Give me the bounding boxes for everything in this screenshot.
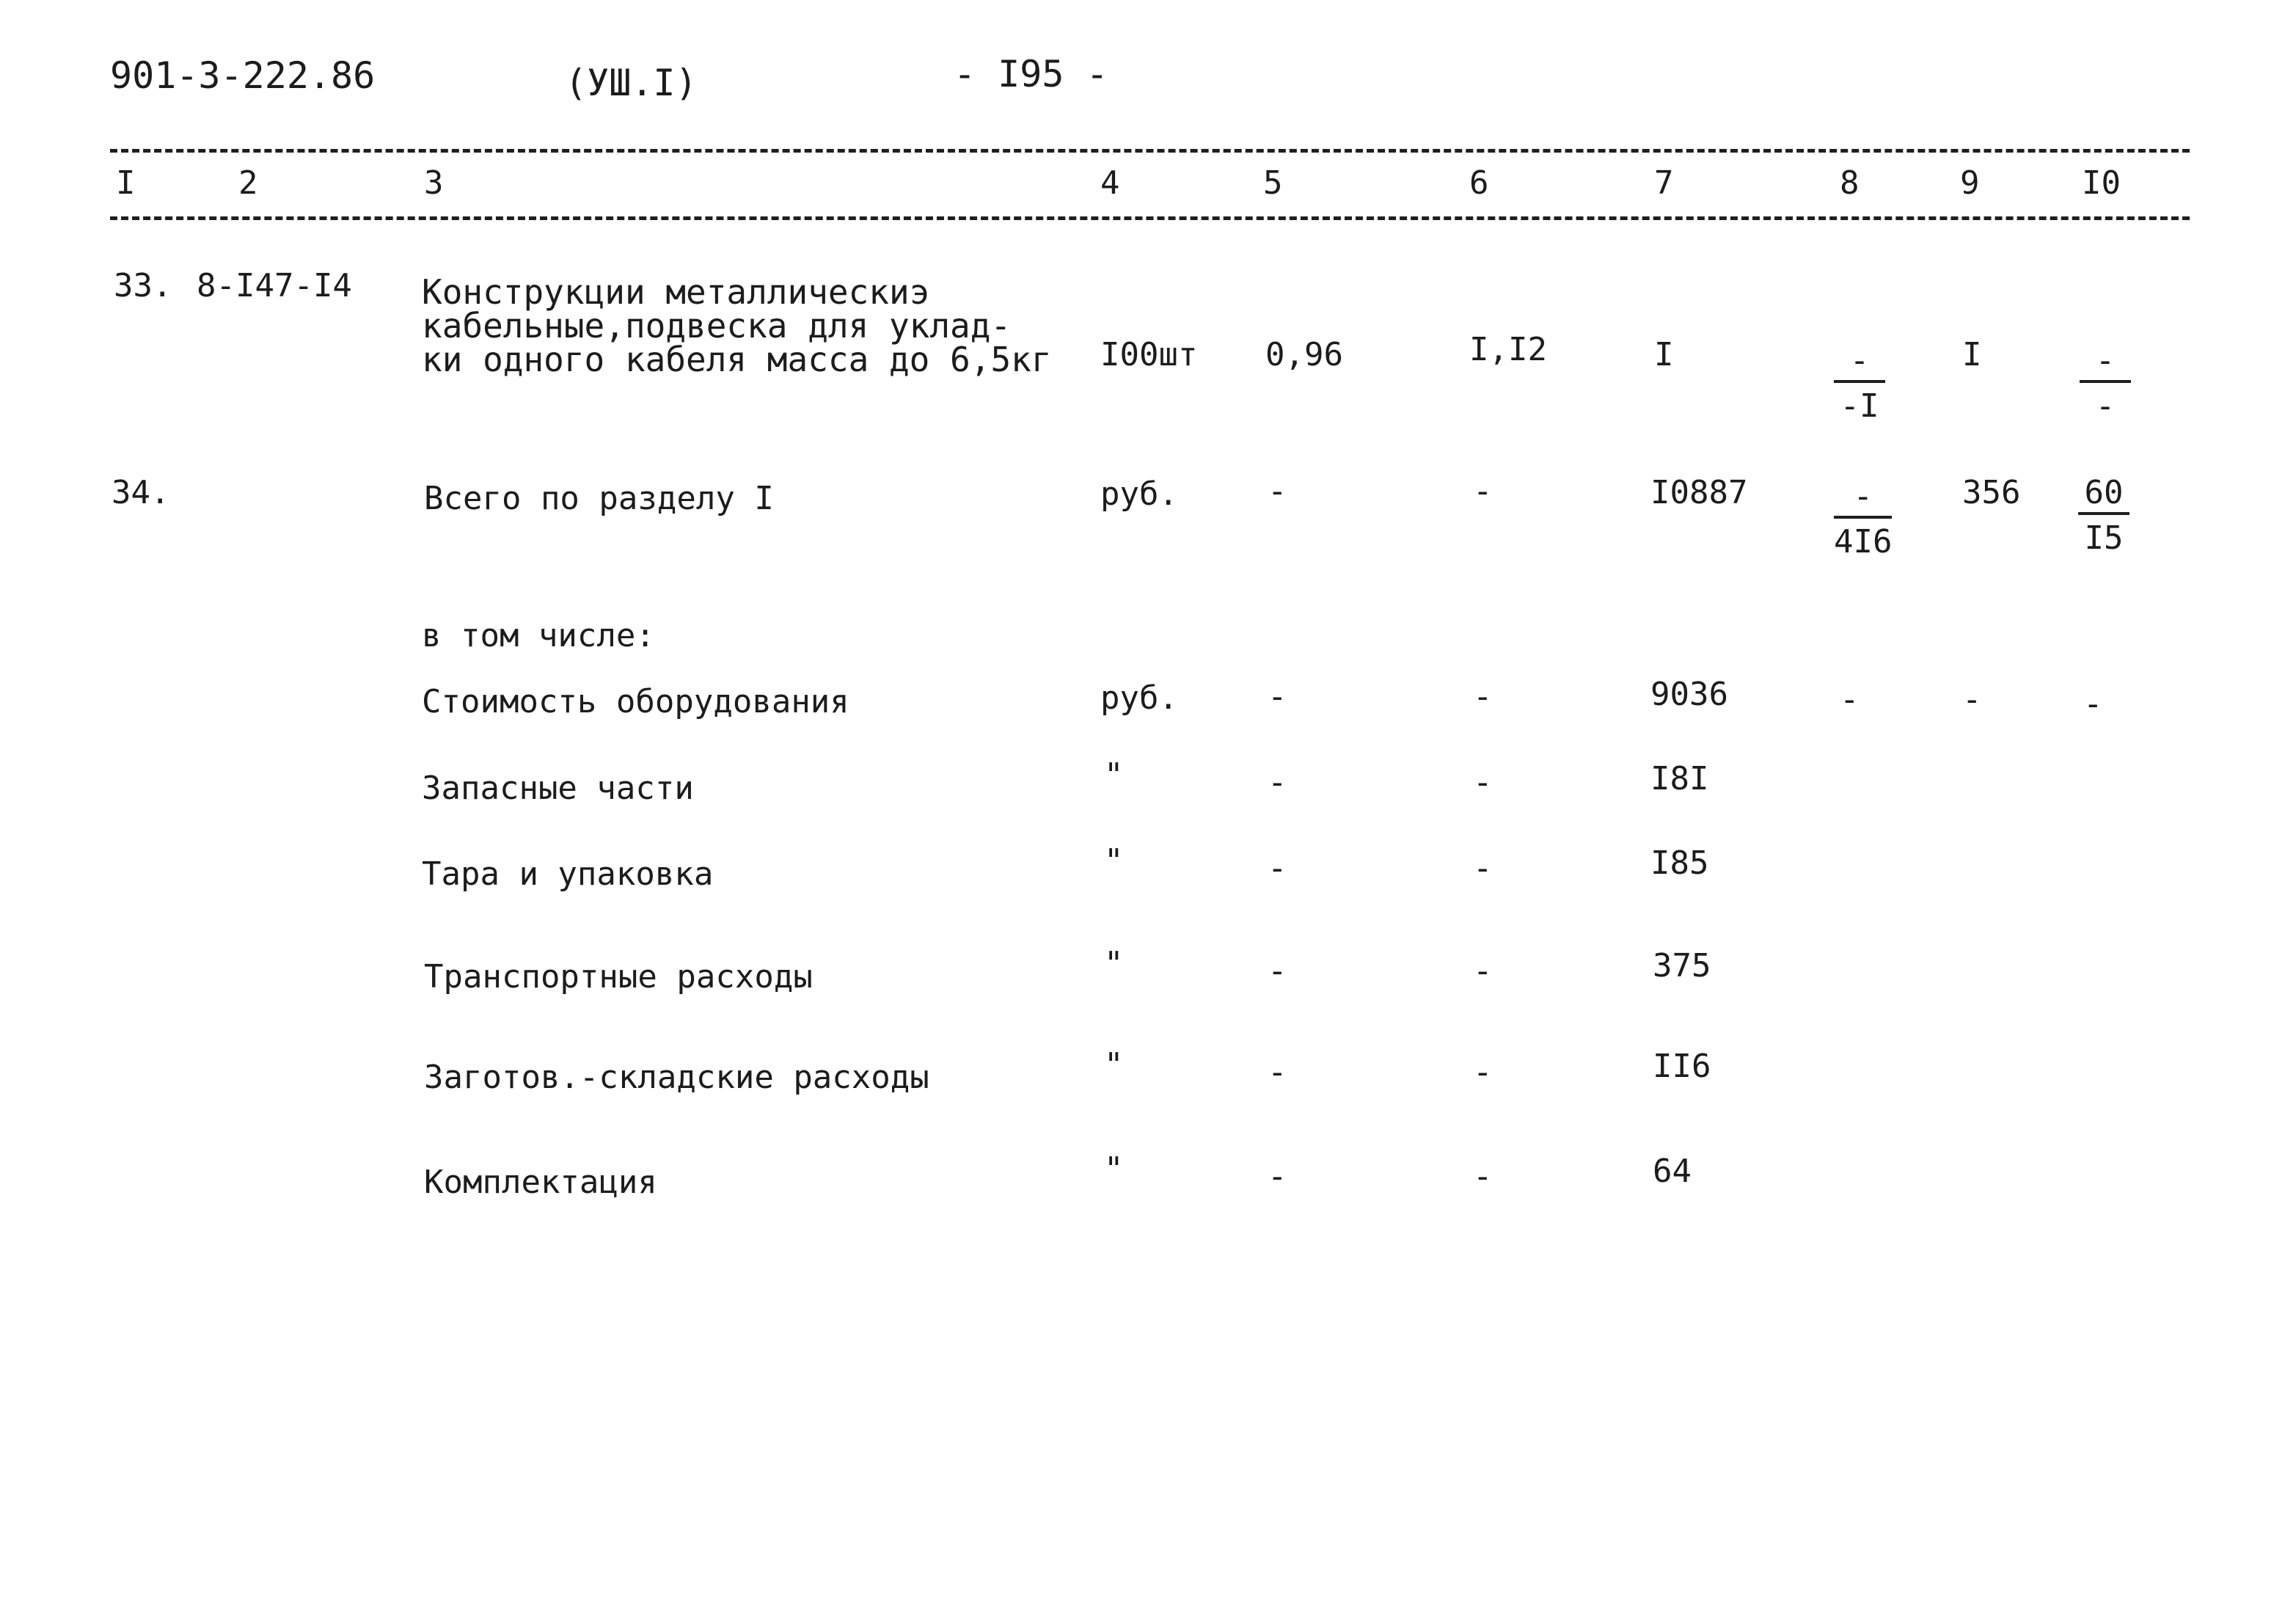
fraction-numerator: - [2080, 345, 2131, 383]
subrow-unit: руб. [1100, 679, 1178, 717]
subrow-value-col6: - [1473, 1054, 1493, 1091]
row-number: 33. [114, 267, 172, 304]
column-header-7: 7 [1654, 164, 1674, 202]
row-description-line: ки одного кабеля масса до 6,5кг [422, 340, 1052, 379]
column-header-4: 4 [1100, 164, 1120, 202]
subrow-value-col7: I8I [1650, 760, 1709, 797]
subrow-value-col5: - [1268, 764, 1287, 801]
subrow-label: Тара и упаковка [422, 855, 714, 893]
column-header-8: 8 [1840, 164, 1860, 202]
row-value-col5: - [1268, 472, 1287, 510]
subrow-value-col6: - [1473, 678, 1493, 715]
row-value-col9: I [1962, 336, 1982, 373]
column-header-5: 5 [1263, 164, 1283, 202]
subrow-unit: " [1104, 1150, 1124, 1188]
subrow-label: Транспортные расходы [424, 958, 813, 996]
row-description-line: Конструкции металлическиэ [422, 272, 930, 312]
subrow-value-col5: - [1268, 952, 1287, 990]
header-rule-bottom [110, 216, 2190, 220]
subrow-value-col6: - [1473, 764, 1493, 801]
subrow-value-col7: I85 [1650, 844, 1709, 882]
row-unit: руб. [1100, 475, 1178, 513]
subrow-value-col6: - [1473, 1158, 1493, 1195]
column-header-3: 3 [424, 164, 444, 202]
subrow-value-col10: - [2083, 685, 2103, 723]
column-header-2: 2 [238, 164, 258, 202]
row-value-col6: - [1473, 472, 1493, 510]
row-fraction-col10 [2078, 474, 2129, 557]
subrow-label: Комплектация [424, 1164, 657, 1201]
subrow-value-col5: - [1268, 1158, 1287, 1195]
subrow-value-col9: - [1962, 681, 1982, 718]
fraction-numerator: 60 [2078, 477, 2129, 515]
fraction-numerator: - [1834, 481, 1892, 519]
subrow-value-col7: 9036 [1650, 676, 1728, 713]
column-header-6: 6 [1469, 164, 1489, 202]
fraction-denominator: 4I6 [1834, 523, 1893, 560]
subrow-unit: " [1104, 945, 1124, 982]
subrow-value-col6: - [1473, 850, 1493, 887]
subrow-unit: " [1104, 842, 1124, 880]
row-code: 8-I47-I4 [197, 267, 352, 304]
row-description-line: кабельные,подвеска для уклад- [422, 306, 1012, 346]
subrow-unit: " [1104, 1046, 1124, 1084]
row-value-col6: I,I2 [1469, 331, 1547, 368]
row-description: Всего по разделу I [424, 480, 774, 517]
row-value-col5: 0,96 [1265, 336, 1343, 373]
subrow-value-col8: - [1840, 681, 1860, 718]
document-code: 901-3-222.86 [110, 54, 376, 97]
fraction-denominator: - [2095, 387, 2116, 425]
subrow-value-col7: II6 [1653, 1048, 1711, 1085]
row-fraction-col8 [1834, 342, 1885, 425]
subrow-value-col6: - [1473, 952, 1493, 990]
fraction-denominator: -I [1840, 387, 1879, 425]
subrow-unit: " [1104, 756, 1124, 794]
page-number: - I95 - [954, 53, 1108, 95]
row-value-col7: I [1654, 336, 1674, 373]
column-header-9: 9 [1960, 164, 1980, 202]
subrow-value-col5: - [1268, 678, 1287, 715]
subrow-value-col5: - [1268, 1054, 1287, 1091]
section-number: (УШ.I) [565, 62, 698, 104]
row-number: 34. [111, 474, 170, 511]
subrow-value-col5: - [1268, 850, 1287, 887]
column-header-1: I [116, 164, 136, 202]
row-fraction-col10 [2080, 342, 2131, 425]
row-value-col9: 356 [1962, 474, 2021, 511]
subrow-label: Стоимость оборудования [422, 683, 849, 720]
fraction-denominator: I5 [2084, 519, 2124, 557]
subrow-label: Заготов.-складские расходы [424, 1059, 929, 1096]
including-label: в том числе: [422, 617, 655, 654]
header-rule-top [110, 149, 2190, 153]
subrow-value-col7: 64 [1653, 1153, 1692, 1190]
subrow-label: Запасные части [422, 770, 694, 807]
fraction-numerator: - [1834, 345, 1885, 383]
subrow-value-col7: 375 [1653, 947, 1711, 985]
row-unit: I00шт [1100, 336, 1198, 373]
column-header-10: I0 [2082, 164, 2121, 202]
row-value-col7: I0887 [1650, 474, 1748, 511]
row-fraction-col8 [1834, 478, 1893, 560]
